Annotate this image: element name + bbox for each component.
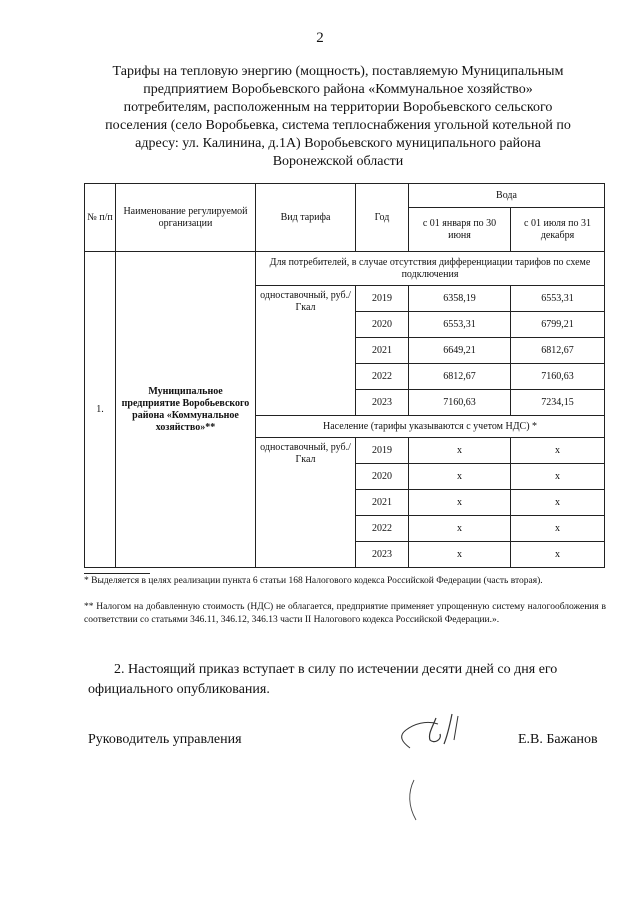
footnote-no-vat: ** Налогом на добавленную стоимость (НДС) не облагается, предприятие применяет упрощенную систему налогообложения в соответствии со статьями 346.11, 346.12, 346.13 части II Налогового кодекса Российской Федерации.». xyxy=(84,602,606,625)
year-cell: 2020 xyxy=(356,464,409,490)
value-cell: х xyxy=(409,490,511,516)
year-cell: 2021 xyxy=(356,490,409,516)
value-cell: 6812,67 xyxy=(409,364,511,390)
value-cell: 7160,63 xyxy=(409,390,511,416)
title-line: поселения (село Воробьевка, система теплоснабжения угольной котельной по xyxy=(105,118,571,133)
page-number: 2 xyxy=(316,30,324,46)
header-tariff-type: Вид тарифа xyxy=(256,184,356,252)
tariff-type: одноставочный, руб./Гкал xyxy=(256,438,356,568)
value-cell: 6799,21 xyxy=(511,312,605,338)
value-cell: х xyxy=(511,490,605,516)
signatory-name: Е.В. Бажанов xyxy=(518,732,598,747)
value-cell: 6812,67 xyxy=(511,338,605,364)
year-cell: 2019 xyxy=(356,438,409,464)
value-cell: 7160,63 xyxy=(511,364,605,390)
title-line: потребителям, расположенным на территории Воробьевского сельского xyxy=(123,100,553,115)
title-line: Тарифы на тепловую энергию (мощность), поставляемую Муниципальным xyxy=(112,64,564,79)
value-cell: 6358,19 xyxy=(409,286,511,312)
title-line: адресу: ул. Калинина, д.1А) Воробьевского муниципального района xyxy=(135,136,541,151)
header-year: Год xyxy=(356,184,409,252)
tariff-type: одноставочный, руб./Гкал xyxy=(256,286,356,416)
year-cell: 2021 xyxy=(356,338,409,364)
value-cell: х xyxy=(511,542,605,568)
value-cell: 6553,31 xyxy=(409,312,511,338)
section-title: Для потребителей, в случае отсутствия дифференциации тарифов по схеме подключения xyxy=(256,252,605,286)
document-title xyxy=(88,63,588,171)
footnote-divider xyxy=(84,573,150,574)
value-cell: х xyxy=(409,542,511,568)
year-cell: 2020 xyxy=(356,312,409,338)
header-period-2: с 01 июля по 31 декабря xyxy=(511,208,605,252)
year-cell: 2023 xyxy=(356,390,409,416)
value-cell: х xyxy=(409,464,511,490)
tariff-table xyxy=(84,183,605,568)
value-cell: 6649,21 xyxy=(409,338,511,364)
value-cell: х xyxy=(511,516,605,542)
header-organization: Наименование регулируемой организации xyxy=(116,184,256,252)
value-cell: х xyxy=(511,438,605,464)
footnote-vat: * Выделяется в целях реализации пункта 6 статьи 168 Налогового кодекса Российской Федерации (часть вторая). xyxy=(84,576,543,586)
value-cell: 7234,15 xyxy=(511,390,605,416)
header-water: Вода xyxy=(409,184,605,208)
section-title: Население (тарифы указываются с учетом НДС) * xyxy=(256,416,605,438)
value-cell: х xyxy=(409,438,511,464)
header-period-1: с 01 января по 30 июня xyxy=(409,208,511,252)
handwritten-signature xyxy=(392,710,502,830)
year-cell: 2022 xyxy=(356,364,409,390)
year-cell: 2019 xyxy=(356,286,409,312)
value-cell: х xyxy=(409,516,511,542)
year-cell: 2023 xyxy=(356,542,409,568)
title-line: предприятием Воробьевского района «Коммунальное хозяйство» xyxy=(143,82,533,97)
order-paragraph xyxy=(88,660,608,700)
year-cell: 2022 xyxy=(356,516,409,542)
paragraph-text: 2. Настоящий приказ вступает в силу по истечении десяти дней со дня его официального опубликования. xyxy=(88,662,558,697)
signatory-role: Руководитель управления xyxy=(88,732,242,747)
value-cell: 6553,31 xyxy=(511,286,605,312)
title-line: Воронежской области xyxy=(272,154,404,169)
row-number: 1. xyxy=(85,252,116,568)
header-num: № п/п xyxy=(85,184,116,252)
organization-name: Муниципальное предприятие Воробьевского района «Коммунальное хозяйство»** xyxy=(116,252,256,568)
value-cell: х xyxy=(511,464,605,490)
